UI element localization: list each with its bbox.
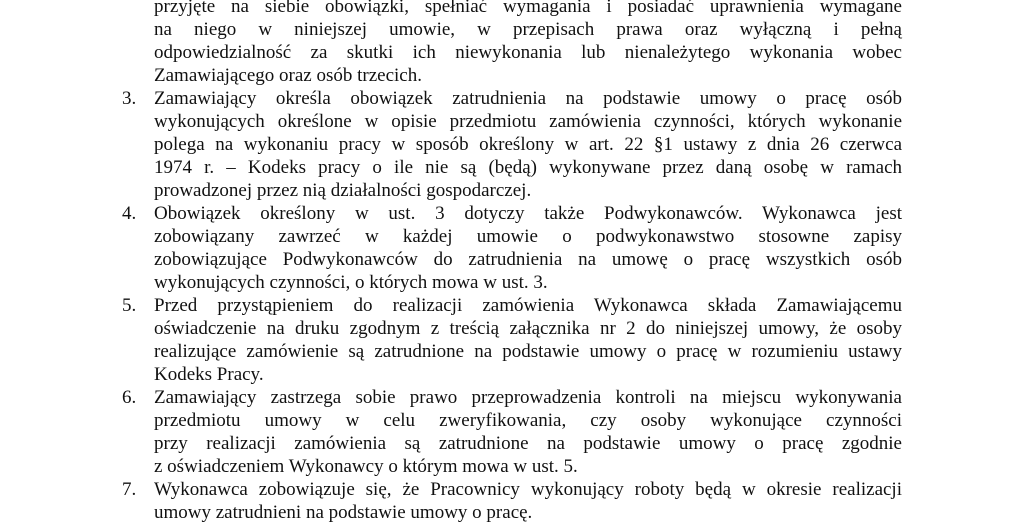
item-text xyxy=(154,478,902,524)
item-number: 6. xyxy=(122,387,137,408)
item-text xyxy=(154,202,902,294)
item-text xyxy=(154,87,902,202)
text-line: oświadczenie na druku zgodnym z treścią załącznika nr 2 do niniejszej umowy, że osoby xyxy=(154,318,902,339)
text-line: przedmiotu umowy w celu zweryfikowania, czy osoby wykonujące czynności xyxy=(154,410,902,431)
list-item-6 xyxy=(0,386,1024,478)
text-line: Kodeks Pracy. xyxy=(154,364,264,385)
list-item-7 xyxy=(0,478,1024,524)
text-line: Zamawiający zastrzega sobie prawo przeprowadzenia kontroli na miejscu wykonywania xyxy=(154,387,902,408)
text-line: realizujące zamówienie są zatrudnione na podstawie umowy o pracę w rozumieniu ustawy xyxy=(154,341,902,362)
text-line: wykonujących czynności, o których mowa w ust. 3. xyxy=(154,272,548,293)
text-line: Przed przystąpieniem do realizacji zamówienia Wykonawca składa Zamawiającemu xyxy=(154,295,902,316)
item-text xyxy=(154,386,902,478)
text-line: Obowiązek określony w ust. 3 dotyczy także Podwykonawców. Wykonawca jest xyxy=(154,203,902,224)
text-line: zobowiązujące Podwykonawców do zatrudnienia na umowę o pracę wszystkich osób xyxy=(154,249,902,270)
text-line: na niego w niniejszej umowie, w przepisach prawa oraz wyłączną i pełną xyxy=(154,19,902,40)
text-line: Wykonawca zobowiązuje się, że Pracownicy wykonujący roboty będą w okresie realizacji xyxy=(154,479,902,500)
item-number: 3. xyxy=(122,88,137,109)
item-text xyxy=(154,0,902,87)
item-text xyxy=(154,294,902,386)
text-line: prowadzonej przez nią działalności gospodarczej. xyxy=(154,180,532,201)
list-item-4 xyxy=(0,202,1024,294)
text-line: 1974 r. – Kodeks pracy o ile nie są (będą) wykonywane przez daną osobę w ramach xyxy=(154,157,902,178)
text-line: polega na wykonaniu pracy w sposób określony w art. 22 §1 ustawy z dnia 26 czerwca xyxy=(154,134,902,155)
text-line: z oświadczeniem Wykonawcy o którym mowa w ust. 5. xyxy=(154,456,578,477)
item-number: 5. xyxy=(122,295,137,316)
text-line: umowy zatrudnieni na podstawie umowy o pracę. xyxy=(154,502,533,523)
item-number: 4. xyxy=(122,203,137,224)
text-line: przyjęte na siebie obowiązki, spełniać wymagania i posiadać uprawnienia wymagane xyxy=(154,0,902,17)
text-line: wykonujących określone w opisie przedmiotu zamówienia czynności, których wykonanie xyxy=(154,111,902,132)
item-number: 7. xyxy=(122,479,137,500)
text-line: odpowiedzialność za skutki ich niewykonania lub nienależytego wykonania wobec xyxy=(154,42,902,63)
text-line: przy realizacji zamówienia są zatrudnione na podstawie umowy o pracę zgodnie xyxy=(154,433,902,454)
text-line: zobowiązany zawrzeć w każdej umowie o podwykonawstwo stosowne zapisy xyxy=(154,226,902,247)
list-item-3 xyxy=(0,87,1024,202)
list-item-5 xyxy=(0,294,1024,386)
text-line: Zamawiającego oraz osób trzecich. xyxy=(154,65,422,86)
text-line: Zamawiający określa obowiązek zatrudnienia na podstawie umowy o pracę osób xyxy=(154,88,902,109)
list-item-2-continuation xyxy=(0,0,1024,87)
